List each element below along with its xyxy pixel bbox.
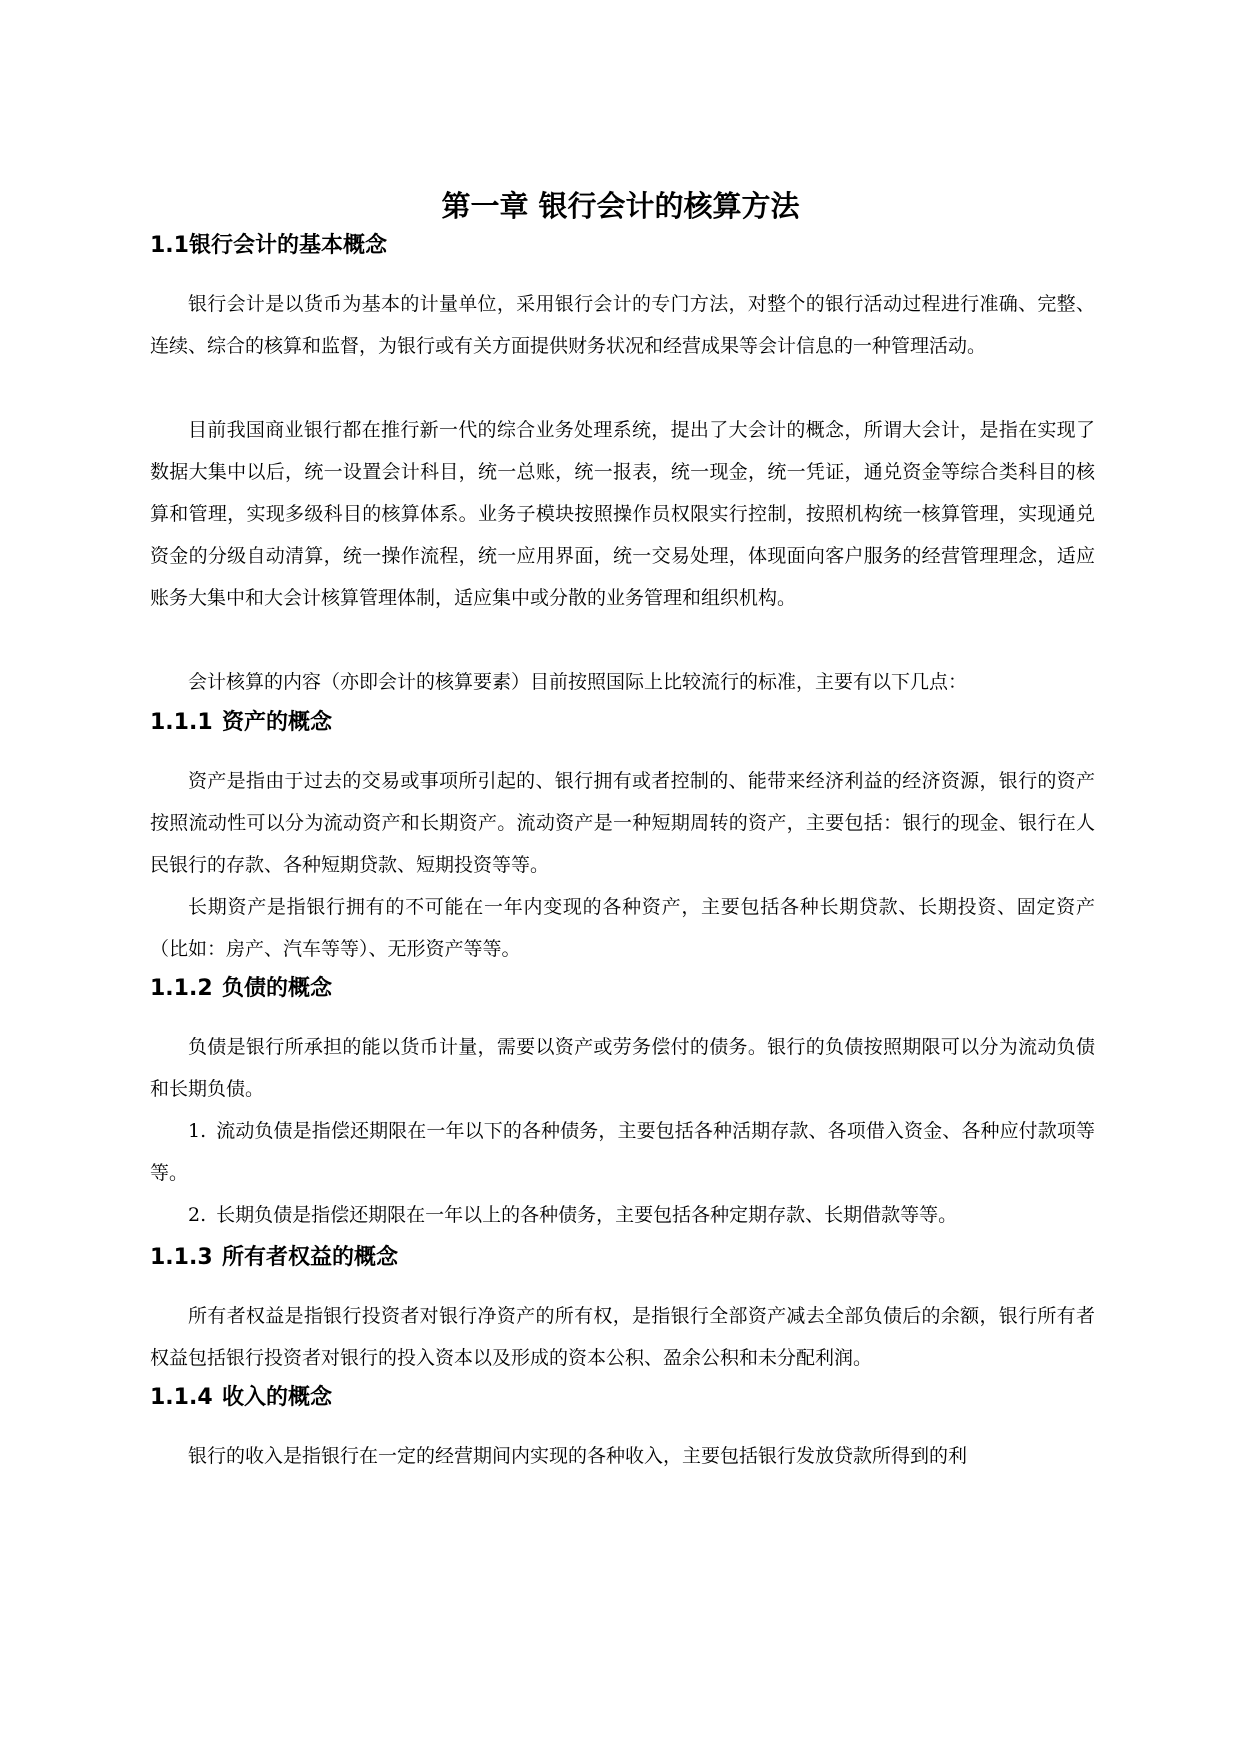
chapter-title: 第一章 银行会计的核算方法 (441, 189, 800, 223)
section-number: 1.1.4 (150, 1385, 213, 1410)
section-number: 1.1 (150, 233, 189, 258)
section-heading-1-1-1 (150, 708, 332, 738)
section-title-text: 负债的概念 (222, 976, 333, 1001)
section-title-text: 所有者权益的概念 (222, 1245, 399, 1270)
list-number: 2. (188, 1204, 207, 1226)
paragraph: 所有者权益是指银行投资者对银行净资产的所有权，是指银行全部资产减去全部负债后的余额，银行所有者权益包括银行投资者对银行的投入资本以及形成的资本公积、盈余公积和未分配利润。 (150, 1305, 1095, 1369)
section-heading-1-1-3 (150, 1243, 398, 1273)
list-text: 流动负债是指偿还期限在一年以下的各种债务，主要包括各种活期存款、各项借入资金、各种应付款项等等。 (150, 1120, 1095, 1184)
section-number: 1.1.2 (150, 976, 213, 1001)
list-item (150, 1194, 1095, 1236)
section-title-text: 银行会计的基本概念 (188, 233, 387, 258)
section-title-text: 资产的概念 (222, 710, 333, 735)
paragraph: 银行会计是以货币为基本的计量单位，采用银行会计的专门方法，对整个的银行活动过程进行准确、完整、连续、综合的核算和监督，为银行或有关方面提供财务状况和经营成果等会计信息的一种管理活动。 (150, 293, 1095, 357)
paragraph: 负债是银行所承担的能以货币计量，需要以资产或劳务偿付的债务。银行的负债按照期限可以分为流动负债和长期负债。 (150, 1036, 1095, 1100)
list-item (150, 1110, 1095, 1194)
paragraph: 资产是指由于过去的交易或事项所引起的、银行拥有或者控制的、能带来经济利益的经济资源，银行的资产按照流动性可以分为流动资产和长期资产。流动资产是一种短期周转的资产，主要包括：银行的现金、银行在人民银行的存款、各种短期贷款、短期投资等等。 (150, 770, 1095, 876)
section-heading-1-1-4 (150, 1383, 332, 1413)
paragraph: 长期资产是指银行拥有的不可能在一年内变现的各种资产，主要包括各种长期贷款、长期投资、固定资产（比如：房产、汽车等等）、无形资产等等。 (150, 896, 1095, 960)
section-heading-1-1 (150, 231, 387, 261)
section-title-text: 收入的概念 (222, 1385, 333, 1410)
paragraph: 银行的收入是指银行在一定的经营期间内实现的各种收入，主要包括银行发放贷款所得到的利 (188, 1445, 968, 1467)
paragraph: 目前我国商业银行都在推行新一代的综合业务处理系统，提出了大会计的概念，所谓大会计，是指在实现了数据大集中以后，统一设置会计科目，统一总账，统一报表，统一现金，统一凭证，通兑资金等综合类科目的核算和管理，实现多级科目的核算体系。业务子模块按照操作员权限实行控制，按照机构统一核算管理，实现通兑资金的分级自动清算，统一操作流程，统一应用界面，统一交易处理，体现面向客户服务的经营管理理念，适应账务大集中和大会计核算管理体制，适应集中或分散的业务管理和组织机构。 (150, 419, 1095, 609)
section-heading-1-1-2 (150, 974, 332, 1004)
list-text: 长期负债是指偿还期限在一年以上的各种债务，主要包括各种定期存款、长期借款等等。 (216, 1204, 958, 1226)
section-number: 1.1.1 (150, 710, 213, 735)
section-number: 1.1.3 (150, 1245, 213, 1270)
list-number: 1. (188, 1120, 207, 1142)
paragraph: 会计核算的内容（亦即会计的核算要素）目前按照国际上比较流行的标准，主要有以下几点： (188, 671, 968, 693)
